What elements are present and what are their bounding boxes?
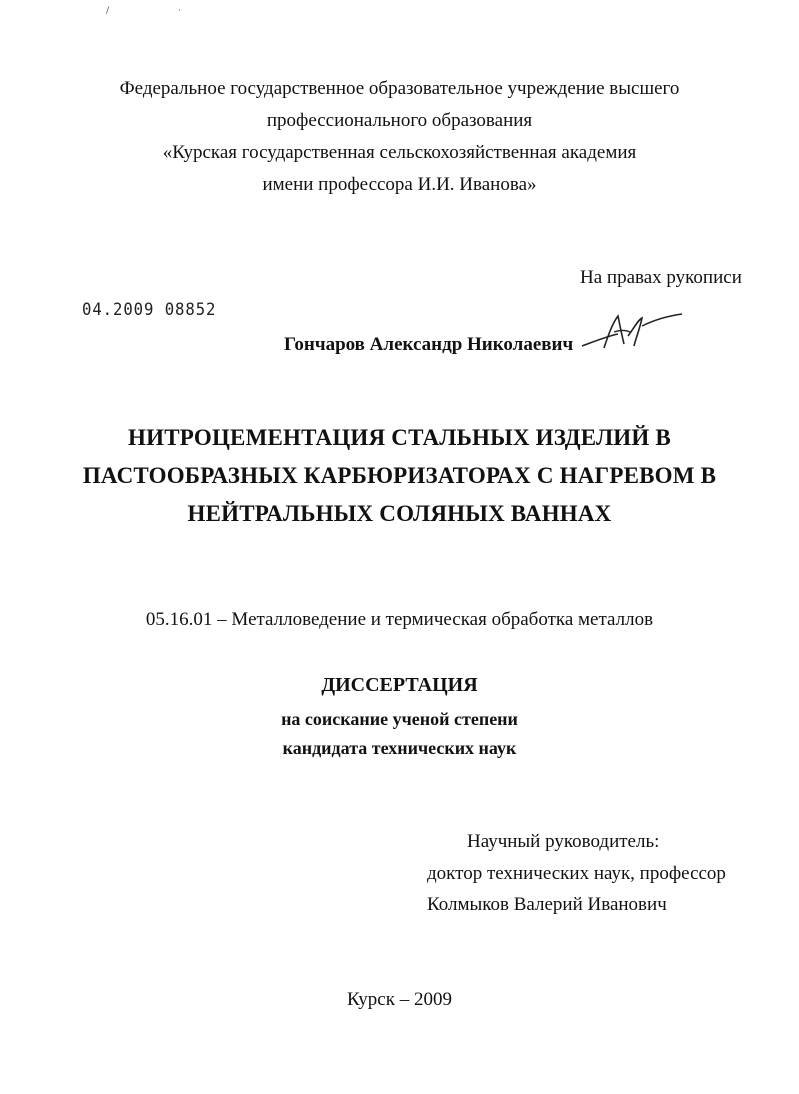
- supervisor-title: доктор технических наук, профессор: [427, 863, 726, 884]
- scan-artifact: ·: [178, 6, 181, 16]
- specialty-code: 05.16.01 – Металловедение и термическая обработка металлов: [145, 609, 654, 630]
- title-line-2: ПАСТООБРАЗНЫХ КАРБЮРИЗАТОРАХ С НАГРЕВОМ В: [82, 463, 717, 488]
- author-name: Гончаров Александр Николаевич: [284, 334, 574, 355]
- institution-line-3: «Курская государственная сельскохозяйственная академия: [162, 142, 637, 163]
- supervisor-label: Научный руководитель:: [467, 831, 660, 852]
- scan-artifact: /: [106, 6, 110, 16]
- registration-stamp: 04.2009 08852: [82, 300, 217, 320]
- title-line-1: НИТРОЦЕМЕНТАЦИЯ СТАЛЬНЫХ ИЗДЕЛИЙ В: [128, 425, 671, 450]
- supervisor-name: Колмыков Валерий Иванович: [427, 894, 667, 915]
- institution-line-2: профессионального образования: [266, 110, 533, 131]
- place-year: Курск – 2009: [347, 989, 452, 1010]
- degree-type: ДИССЕРТАЦИЯ: [321, 674, 478, 696]
- manuscript-note: На правах рукописи: [580, 267, 742, 288]
- degree-line-1: на соискание ученой степени: [281, 709, 518, 729]
- author-signature: [578, 306, 688, 356]
- institution-line-1: Федеральное государственное образовательное учреждение высшего: [119, 78, 680, 99]
- degree-line-2: кандидата технических наук: [282, 738, 517, 758]
- institution-line-4: имени профессора И.И. Иванова»: [262, 174, 537, 195]
- title-line-3: НЕЙТРАЛЬНЫХ СОЛЯНЫХ ВАННАХ: [187, 501, 612, 526]
